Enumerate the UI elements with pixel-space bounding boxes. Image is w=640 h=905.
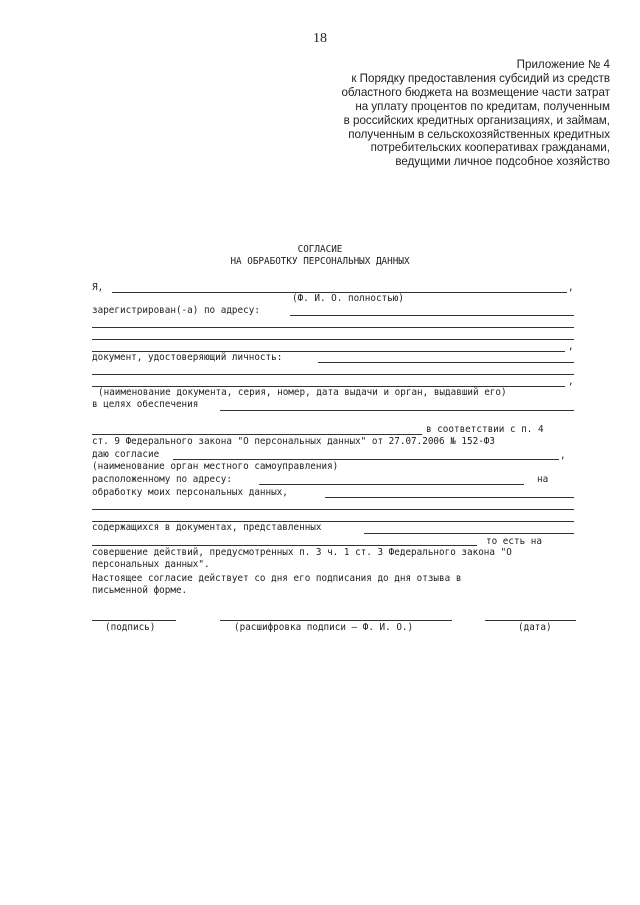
- document-field[interactable]: [318, 362, 574, 363]
- form-subtitle: НА ОБРАБОТКУ ПЕРСОНАЛЬНЫХ ДАННЫХ: [230, 256, 410, 267]
- appendix-block: [280, 58, 610, 169]
- label-purpose: в целях обеспечения: [92, 399, 199, 410]
- label-located: расположенному по адресу:: [92, 474, 232, 485]
- label-give-consent: даю согласие: [92, 449, 160, 460]
- appendix-line: потребительских кооперативах гражданами,: [370, 141, 610, 155]
- purpose-field[interactable]: [220, 410, 574, 411]
- appendix-line: полученным в сельскохозяйственных кредитных: [348, 127, 610, 141]
- validity-text: Настоящее согласие действует со дня его подписания до дня отзыва в: [92, 573, 462, 584]
- signature-decoding-field[interactable]: [220, 620, 452, 621]
- document-caption: (наименование документа, серия, номер, дата выдачи и орган, выдавший его): [98, 387, 507, 398]
- actions-text-2: персональных данных".: [92, 559, 210, 570]
- label-ya: Я,: [92, 282, 104, 293]
- decoding-caption: (расшифровка подписи – Ф. И. О.): [234, 622, 414, 633]
- page-number: 18: [313, 31, 327, 46]
- processing-field-2[interactable]: [92, 509, 574, 510]
- label-processing: обработку моих персональных данных,: [92, 487, 288, 498]
- appendix-line: Приложение № 4: [516, 58, 610, 71]
- comma: ,: [568, 282, 574, 293]
- comma: ,: [568, 376, 574, 387]
- label-that-is: то есть на: [486, 536, 542, 547]
- documents-field-2[interactable]: [92, 545, 477, 546]
- processing-field[interactable]: [325, 497, 574, 498]
- appendix-line: на уплату процентов по кредитам, полученным: [355, 99, 610, 113]
- appendix-line: в российских кредитных организациях, и займам,: [343, 113, 610, 127]
- appendix-line: ведущими личное подсобное хозяйство: [395, 155, 610, 169]
- form-title: СОГЛАСИЕ: [297, 244, 343, 255]
- date-caption: (дата): [518, 622, 552, 633]
- signature-field[interactable]: [92, 620, 176, 621]
- actions-text: совершение действий, предусмотренных п. 3 ч. 1 ст. 3 Федерального закона "О: [92, 547, 512, 558]
- address-field-2[interactable]: [92, 327, 574, 328]
- label-document: документ, удостоверяющий личность:: [92, 352, 283, 363]
- address-field-3[interactable]: [92, 339, 574, 340]
- address-field[interactable]: [290, 315, 574, 316]
- signature-caption: (подпись): [105, 622, 156, 633]
- validity-text-2: письменной форме.: [92, 585, 188, 596]
- comma: ,: [568, 341, 574, 352]
- organization-address-field[interactable]: [259, 484, 524, 485]
- fio-caption: (Ф. И. О. полностью): [292, 293, 404, 304]
- comma: ,: [560, 450, 566, 461]
- purpose-field-2[interactable]: [92, 434, 422, 435]
- document-field-2[interactable]: [92, 374, 574, 375]
- label-registered: зарегистрирован(-а) по адресу:: [92, 305, 260, 316]
- organization-field[interactable]: [173, 459, 559, 460]
- label-in-accordance: в соответствии с п. 4: [426, 424, 544, 435]
- organization-caption: (наименование орган местного самоуправления): [92, 461, 339, 472]
- label-contained: содержащихся в документах, представленных: [92, 522, 322, 533]
- appendix-line: областного бюджета на возмещение части затрат: [341, 85, 610, 99]
- documents-field[interactable]: [364, 533, 574, 534]
- law-text: ст. 9 Федерального закона "О персональных данных" от 27.07.2006 № 152-ФЗ: [92, 436, 495, 447]
- appendix-line: к Порядку предоставления субсидий из средств: [351, 71, 610, 85]
- date-field[interactable]: [485, 620, 576, 621]
- label-na: на: [537, 474, 549, 485]
